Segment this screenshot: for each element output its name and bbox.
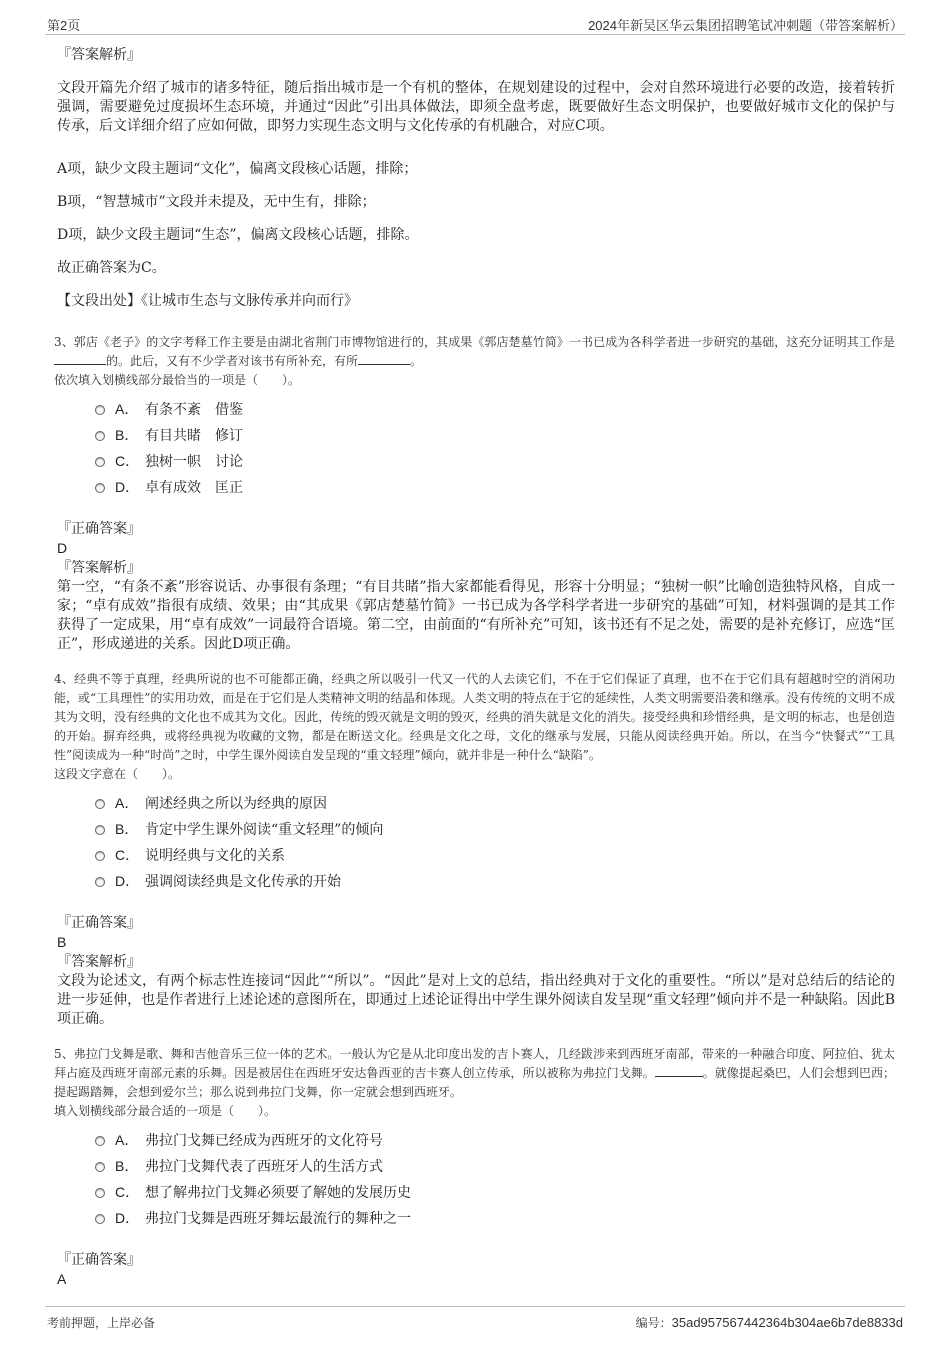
option-b[interactable]: B． 肯定中学生课外阅读“重文轻理”的倾向 xyxy=(95,816,895,842)
option-c[interactable]: C． 独树一帜 讨论 xyxy=(95,448,895,474)
fill-blank xyxy=(655,1064,703,1077)
correct-answer: B xyxy=(57,934,67,950)
question-stem: 3、郭店《老子》的文字考释工作主要是由湖北省荆门市博物馆进行的，其成果《郭店楚墓竹简》一书已成为各科学者进一步研究的基础，这充分证明其工作是的。此后，又有不少学者对该书有所补充，有所 。 xyxy=(54,335,895,368)
analysis-label: 『答案解析』 xyxy=(57,560,141,576)
option-list xyxy=(95,1127,895,1231)
analysis-text: 第一空，“有条不紊”形容说话、办事很有条理；“有目共睹”指大家都能看得见，形容十分明显；“独树一帜”比喻创造独特风格，自成一家；“卓有成效”指很有成绩、效果；由“其成果《郭店楚墓竹简》一书已成为各学科学者进一步研究的基础”可知，材料强调的是其工作获得了一定成果，用“卓有成效”一词最符合语境。第二空，由前面的“有所补充”可知，该书还有不足之处，需要的是补充修订，应选“匡正”，形成递进的关系。因此D项正确。 xyxy=(57,579,895,652)
page-header xyxy=(45,12,905,35)
question-prompt: 这段文字意在（ ）。 xyxy=(54,767,181,781)
question-stem: 5、弗拉门戈舞是歌、舞和吉他音乐三位一体的艺术。一般认为它是从北印度出发的吉卜赛人，几经跋涉来到西班牙南部，带来的一种融合印度、阿拉伯、犹太拜占庭及西班牙南部元素的乐舞。因是被居住在西班牙安达鲁西亚的吉卡赛人创立传承，所以被称为弗拉门戈舞。 。就像提起桑巴，人们会想到巴西；提起踢踏舞，会想到爱尔兰；那么说到弗拉门戈舞，你一定就会想到西班牙。 xyxy=(54,1047,895,1099)
footer-slogan: 考前押题，上岸必备 xyxy=(47,1316,156,1330)
option-a[interactable]: A． 阐述经典之所以为经典的原因 xyxy=(95,790,895,816)
correct-answer-label: 『正确答案』 xyxy=(57,521,141,537)
document-code: 编号：35ad957567442364b304ae6b7de8833d xyxy=(635,1315,903,1330)
radio-icon[interactable] xyxy=(95,799,105,809)
analysis-paragraph: A项，缺少文段主题词“文化”，偏离文段核心话题，排除； xyxy=(57,161,418,177)
radio-icon[interactable] xyxy=(95,1136,105,1146)
radio-icon[interactable] xyxy=(95,877,105,887)
source-line: 【文段出处】《让城市生态与文脉传承并向而行》 xyxy=(57,293,358,309)
radio-icon[interactable] xyxy=(95,405,105,415)
option-a[interactable]: A． 有条不紊 借鉴 xyxy=(95,396,895,422)
fill-blank xyxy=(54,352,106,365)
radio-icon[interactable] xyxy=(95,431,105,441)
radio-icon[interactable] xyxy=(95,1214,105,1224)
option-list xyxy=(95,396,895,500)
option-b[interactable]: B． 有目共睹 修订 xyxy=(95,422,895,448)
correct-answer: A xyxy=(57,1271,67,1287)
document-title: 2024年新吴区华云集团招聘笔试冲刺题（带答案解析） xyxy=(588,18,903,33)
analysis-paragraph: B项，“智慧城市”文段并未提及，无中生有，排除； xyxy=(57,194,376,210)
radio-icon[interactable] xyxy=(95,851,105,861)
radio-icon[interactable] xyxy=(95,1162,105,1172)
question-prompt: 填入划横线部分最合适的一项是（ ）。 xyxy=(54,1104,277,1118)
radio-icon[interactable] xyxy=(95,825,105,835)
option-c[interactable]: C． 想了解弗拉门戈舞必须要了解她的发展历史 xyxy=(95,1179,895,1205)
option-c[interactable]: C． 说明经典与文化的关系 xyxy=(95,842,895,868)
option-d[interactable]: D． 弗拉门戈舞是西班牙舞坛最流行的舞种之一 xyxy=(95,1205,895,1231)
question-4 xyxy=(54,670,895,1029)
page-footer xyxy=(45,1306,905,1333)
correct-answer: D xyxy=(57,540,68,556)
question-prompt: 依次填入划横线部分最恰当的一项是（ ）。 xyxy=(54,373,301,387)
page-number: 第2页 xyxy=(47,18,81,33)
option-list xyxy=(95,790,895,894)
question-3 xyxy=(54,333,895,654)
radio-icon[interactable] xyxy=(95,457,105,467)
option-d[interactable]: D． 强调阅读经典是文化传承的开始 xyxy=(95,868,895,894)
page-content xyxy=(54,44,895,1288)
radio-icon[interactable] xyxy=(95,483,105,493)
analysis-label: 『答案解析』 xyxy=(57,47,141,63)
analysis-paragraph: D项，缺少文段主题词“生态”，偏离文段核心话题，排除。 xyxy=(57,227,419,243)
option-a[interactable]: A． 弗拉门戈舞已经成为西班牙的文化符号 xyxy=(95,1127,895,1153)
option-b[interactable]: B． 弗拉门戈舞代表了西班牙人的生活方式 xyxy=(95,1153,895,1179)
question-stem: 4、经典不等于真理，经典所说的也不可能都正确，经典之所以吸引一代又一代的人去读它们，不在于它们保证了真理，也不在于它们具有超越时空的消闲功能，或“工具理性”的实用功效，而是在于它们是人类精神文明的结晶和体现。人类文明的特点在于它的延续性，人类文明需要沿袭和继承。没有传统的文明不成其为文明，没有经典的文化也不成其为文化。因此，传统的毁灭就是文明的毁灭，经典的消失就是文化的消失。接受经典和珍惜经典，是文明的标志，也是创造的开始。摒弃经典，或将经典视为收藏的文物，都是在断送文化。经典是文化之母，文化的继承与发展，只能从阅读经典开始。所以，在当今“快餐式”“工具性”阅读成为一种“时尚”之时，中学生课外阅读自发呈现的“重文轻理”倾向，就并非是一种什么“缺陷”。 xyxy=(54,672,895,762)
correct-answer-label: 『正确答案』 xyxy=(57,915,141,931)
fill-blank xyxy=(358,352,410,365)
analysis-label: 『答案解析』 xyxy=(57,954,141,970)
correct-answer-label: 『正确答案』 xyxy=(57,1252,141,1268)
option-d[interactable]: D． 卓有成效 匡正 xyxy=(95,474,895,500)
analysis-paragraph: 文段开篇先介绍了城市的诸多特征，随后指出城市是一个有机的整体，在规划建设的过程中，会对自然环境进行必要的改造，接着转折强调，需要避免过度损坏生态环境，并通过“因此”引出具体做法，即须全盘考虑，既要做好生态文明保护，也要做好城市文化的保护与传承，后文详细介绍了应如何做，即努力实现生态文明与文化传承的有机融合，对应C项。 xyxy=(57,80,895,134)
analysis-conclusion: 故正确答案为C。 xyxy=(57,260,166,276)
analysis-block-q2 xyxy=(57,46,895,311)
question-5 xyxy=(54,1045,895,1288)
radio-icon[interactable] xyxy=(95,1188,105,1198)
analysis-text: 文段为论述文，有两个标志性连接词“因此”“所以”。“因此”是对上文的总结，指出经典对于文化的重要性。“所以”是对总结后的结论的进一步延伸，也是作者进行上述论述的意图所在，即通过上述论证得出中学生课外阅读自发呈现“重文轻理”倾向并不是一种缺陷。因此B项正确。 xyxy=(57,973,895,1027)
